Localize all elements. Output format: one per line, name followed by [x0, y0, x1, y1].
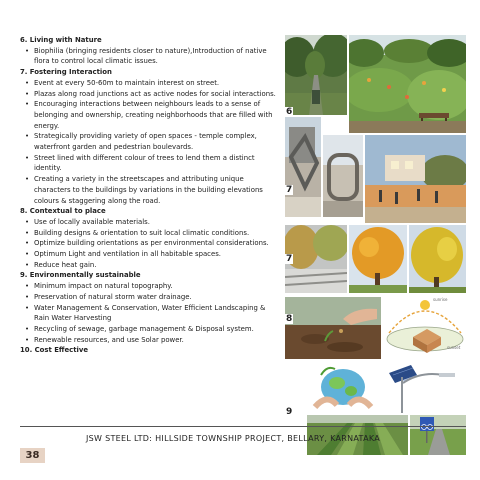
sunrise-label: sunrise [433, 297, 448, 302]
footer-rule [20, 426, 466, 427]
text-column [20, 35, 276, 356]
photo-number-7: 7 [286, 185, 293, 195]
section-title-living-with-nature: 6. Living with Nature [20, 36, 102, 44]
photo-number-6: 6 [286, 107, 293, 117]
bullet-item: • Strategically providing variety of open spaces - temple complex, waterfront garden and pedestrian boulevards. [20, 131, 276, 152]
bullet-item: • Creating a variety in the streetscapes and attributing unique characters to the buildings by variations in the building elevations colours & staggering along the road. [20, 174, 276, 206]
section-title-environmentally-sustainable: 9. Environmentally sustainable [20, 271, 141, 280]
bullet-item: • Reduce heat gain. [20, 260, 276, 271]
sunset-label: sunset [447, 345, 461, 350]
orange-tree-photo [349, 225, 407, 293]
bullet-item: • Minimum impact on natural topography. [20, 281, 276, 292]
planting-seed-photo [285, 297, 381, 359]
bullet-item: • Renewable resources, and use Solar power. [20, 335, 276, 346]
bullet-item: • Recycling of sewage, garbage management & Disposal system. [20, 324, 276, 335]
bullet-item: • Event at every 50-60m to maintain interest on street. [20, 78, 276, 89]
bullet-item: • Preservation of natural storm water drainage. [20, 292, 276, 303]
photo-number-7b: 7 [286, 254, 293, 264]
bullet-item: • Building designs & orientation to suit local climatic conditions. [20, 228, 276, 239]
seating-structure-photo [323, 135, 363, 217]
bullet-item: • Biophilia (bringing residents closer to nature),Introduction of native flora to control local climatic issues. [20, 46, 276, 67]
bullet-item: • Street lined with different colour of trees to lend them a distinct identity. [20, 153, 276, 174]
bullet-item: • Plazas along road junctions act as active nodes for social interactions. [20, 89, 276, 100]
earth-in-hands-photo [307, 361, 379, 413]
bullet-list [20, 78, 276, 206]
garden-bench-photo [349, 35, 466, 133]
photo-number-8: 8 [286, 314, 293, 324]
bullet-item: • Optimum Light and ventilation in all habitable spaces. [20, 249, 276, 260]
bullet-list [20, 281, 276, 345]
bullet-item: • Water Management & Conservation, Water Efficient Landscaping & Rain Water Harvesting [20, 303, 276, 324]
sun-path-diagram [383, 293, 466, 359]
bullet-item: • Use of locally available materials. [20, 217, 276, 228]
solar-streetlight-photo [381, 361, 466, 413]
section-title-fostering-interaction: 7. Fostering Interaction [20, 68, 112, 77]
section-title-contextual-to-place: 8. Contextual to place [20, 207, 106, 216]
evening-plaza-photo [365, 135, 466, 223]
photo-collage [285, 35, 466, 419]
bullet-list [20, 46, 276, 67]
bullet-list [20, 217, 276, 271]
page-number: 38 [20, 448, 45, 463]
plaza-sculpture-photo [285, 117, 321, 217]
tree-lined-street-photo [285, 225, 347, 293]
boulevard-trees-photo [285, 35, 347, 115]
photo-number-9: 9 [286, 407, 293, 417]
section-title-cost-effective: 10. Cost Effective [20, 346, 89, 355]
bullet-item: • Optimize building orientations as per environmental considerations. [20, 238, 276, 249]
bullet-item: • Encouraging interactions between neighbours leads to a sense of belonging and ownership, creating neighborhoods that are filled with energy. [20, 99, 276, 131]
yellow-tree-photo [409, 225, 466, 293]
footer-project-title: JSW STEEL LTD: HILLSIDE TOWNSHIP PROJECT, BELLARY, KARNATAKA [86, 434, 381, 443]
